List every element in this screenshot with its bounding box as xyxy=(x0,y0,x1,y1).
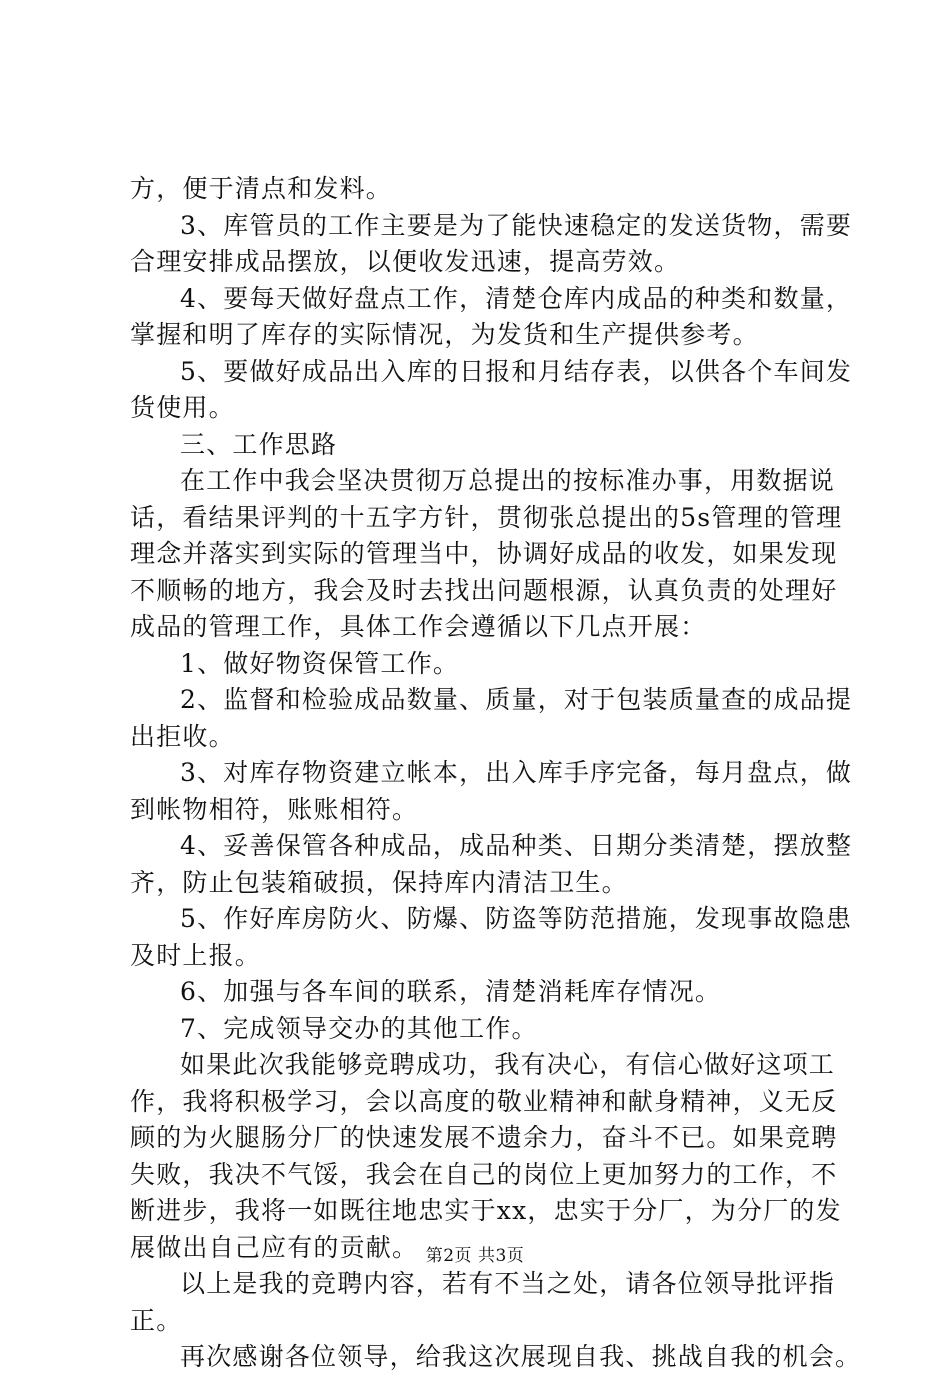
text-line: 成品的管理工作，具体工作会遵循以下几点开展： xyxy=(130,612,707,641)
text-line: 以上是我的竞聘内容，若有不当之处，请各位领导批评指 xyxy=(180,1269,836,1298)
text-line: 失败，我决不气馁，我会在自己的岗位上更加努力的工作，不 xyxy=(130,1159,838,1189)
text-line: 货使用。 xyxy=(130,393,235,422)
text-line: 理念并落实到实际的管理当中，协调好成品的收发，如果发现 xyxy=(130,539,838,568)
text-line: 正。 xyxy=(130,1305,183,1335)
text-line: 如果此次我能够竞聘成功，我有决心，有信心做好这项工 xyxy=(180,1050,836,1079)
text-line: 5、要做好成品出入库的日报和月结存表，以供各个车间发 xyxy=(180,356,853,386)
text-line: 不顺畅的地方，我会及时去找出问题根源，认真负责的处理好 xyxy=(130,575,838,605)
text-line: 顾的为火腿肠分厂的快速发展不遗余力，奋斗不已。如果竞聘 xyxy=(130,1123,838,1152)
text-line: 4、要每天做好盘点工作，清楚仓库内成品的种类和数量， xyxy=(180,283,853,313)
text-line: 再次感谢各位领导，给我这次展现自我、挑战自我的机会。 xyxy=(180,1342,862,1371)
text-line: 合理安排成品摆放，以便收发迅速，提高劳效。 xyxy=(130,247,681,276)
text-line: 到帐物相符，账账相符。 xyxy=(130,794,419,824)
text-line: 出拒收。 xyxy=(130,721,235,751)
text-line: 方，便于清点和发料。 xyxy=(130,174,393,203)
text-line: 5、作好库房防火、防爆、防盗等防范措施，发现事故隐患 xyxy=(180,904,853,933)
text-line: 话，看结果评判的十五字方针，贯彻张总提出的5s管理的管理 xyxy=(130,502,843,532)
text-line: 掌握和明了库存的实际情况，为发货和生产提供参考。 xyxy=(130,320,759,349)
text-line: 在工作中我会坚决贯彻万总提出的按标准办事，用数据说 xyxy=(180,466,836,495)
text-line: 4、妥善保管各种成品，成品种类、日期分类清楚，摆放整 xyxy=(180,831,853,860)
text-line: 断进步，我将一如既往地忠实于xx，忠实于分厂，为分厂的发 xyxy=(130,1196,842,1225)
text-line: 3、库管员的工作主要是为了能快速稳定的发送货物，需要 xyxy=(180,210,853,240)
text-line: 1、做好物资保管工作。 xyxy=(180,648,460,678)
text-line: 作，我将积极学习，会以高度的敬业精神和献身精神，义无反 xyxy=(130,1086,838,1116)
text-line: 三、工作思路 xyxy=(180,429,338,459)
text-line: 2、监督和检验成品数量、质量，对于包装质量查的成品提 xyxy=(180,685,853,714)
text-line: 齐，防止包装箱破损，保持库内清洁卫生。 xyxy=(130,867,628,897)
text-line: 3、对库存物资建立帐本，出入库手序完备，每月盘点，做 xyxy=(180,758,853,787)
text-line: 及时上报。 xyxy=(130,940,262,970)
body-text xyxy=(130,171,862,1376)
text-line: 7、完成领导交办的其他工作。 xyxy=(180,1013,538,1043)
text-line: 展做出自己应有的贡献。 xyxy=(130,1232,419,1262)
text-line: 6、加强与各车间的联系，清楚消耗库存情况。 xyxy=(180,977,722,1006)
page-footer: 第2页 共3页 xyxy=(425,1246,525,1266)
